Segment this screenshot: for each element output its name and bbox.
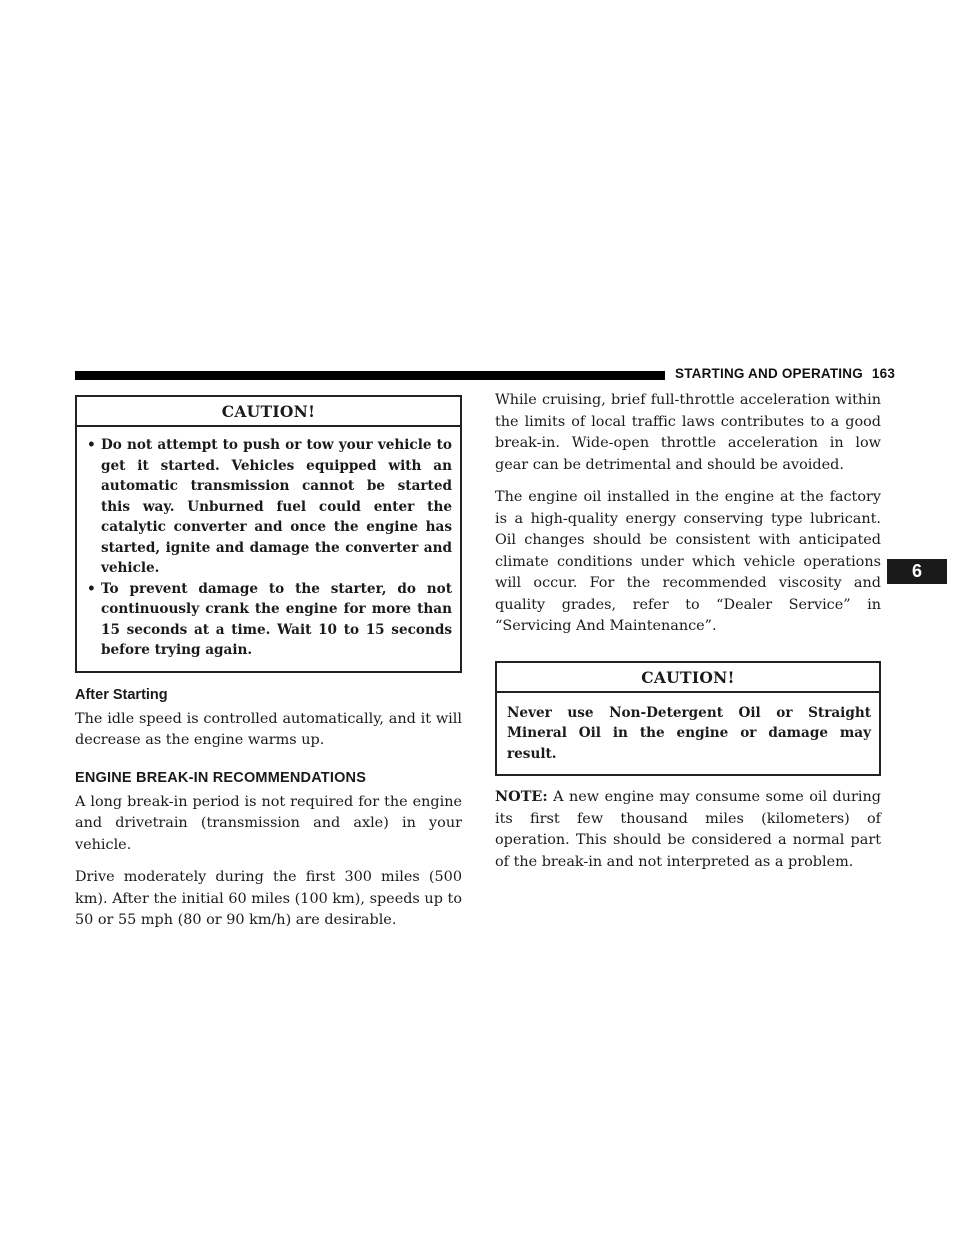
break-in-paragraph: Drive moderately during the first 300 miles (500 km). After the initial 60 miles (100 km), speeds up to 50 or 55 mph (80 or 90 km/h) are desirable. [75, 869, 462, 928]
after-starting-text: The idle speed is controlled automatically, and it will decrease as the engine warms up. [75, 710, 462, 748]
caution-box-oil [495, 661, 881, 777]
note-label: NOTE: [495, 788, 548, 805]
header-rule [75, 371, 665, 380]
caution-item: • To prevent damage to the starter, do not continuously crank the engine for more than 15 seconds at a time. Wait 10 to 15 seconds before trying again. [87, 580, 452, 658]
caution-text: Never use Non-Detergent Oil or Straight Mineral Oil in the engine or damage may result. [507, 704, 871, 762]
note-paragraph [495, 786, 881, 873]
after-starting-heading: After Starting [75, 686, 168, 703]
note-text: A new engine may consume some oil during its first few thousand miles (kilometers) of operation. This should be considered a normal part of the break-in and not interpreted as a problem. [495, 789, 881, 870]
right-column [495, 390, 881, 884]
caution-box-starting [75, 395, 462, 673]
caution-list [77, 427, 460, 671]
running-header [675, 366, 895, 381]
page-number: 163 [871, 366, 896, 381]
section-tab: 6 [887, 559, 947, 584]
left-column [75, 395, 462, 943]
caution-item: • Do not attempt to push or tow your vehicle to get it started. Vehicles equipped with an automatic transmission cannot be started this way. Unburned fuel could enter the catalytic converter and once the engine has started, ignite and damage the converter and vehicle. [87, 437, 452, 576]
cruising-paragraph: While cruising, brief full-throttle acceleration within the limits of local traffic laws contributes to a good break-in. Wide-open throttle acceleration in low gear can be detrimental and should be avoided. [495, 392, 881, 473]
bullet-icon: • [87, 580, 96, 597]
break-in-heading: ENGINE BREAK-IN RECOMMENDATIONS [75, 769, 367, 786]
caution-title: CAUTION! [497, 663, 879, 693]
caution-title: CAUTION! [77, 397, 460, 427]
chapter-title: STARTING AND OPERATING [675, 366, 863, 381]
bullet-icon: • [87, 437, 96, 453]
break-in-paragraph: A long break-in period is not required for the engine and drivetrain (transmission and axle) in your vehicle. [75, 793, 462, 853]
engine-oil-paragraph: The engine oil installed in the engine at the factory is a high-quality energy conserving type lubricant. Oil changes should be consistent with anticipated climate conditions under which vehicle operations will occur. For the recommended viscosity and quality grades, refer to “Dealer Service” in “Servicing And Maintenance”. [495, 489, 881, 634]
